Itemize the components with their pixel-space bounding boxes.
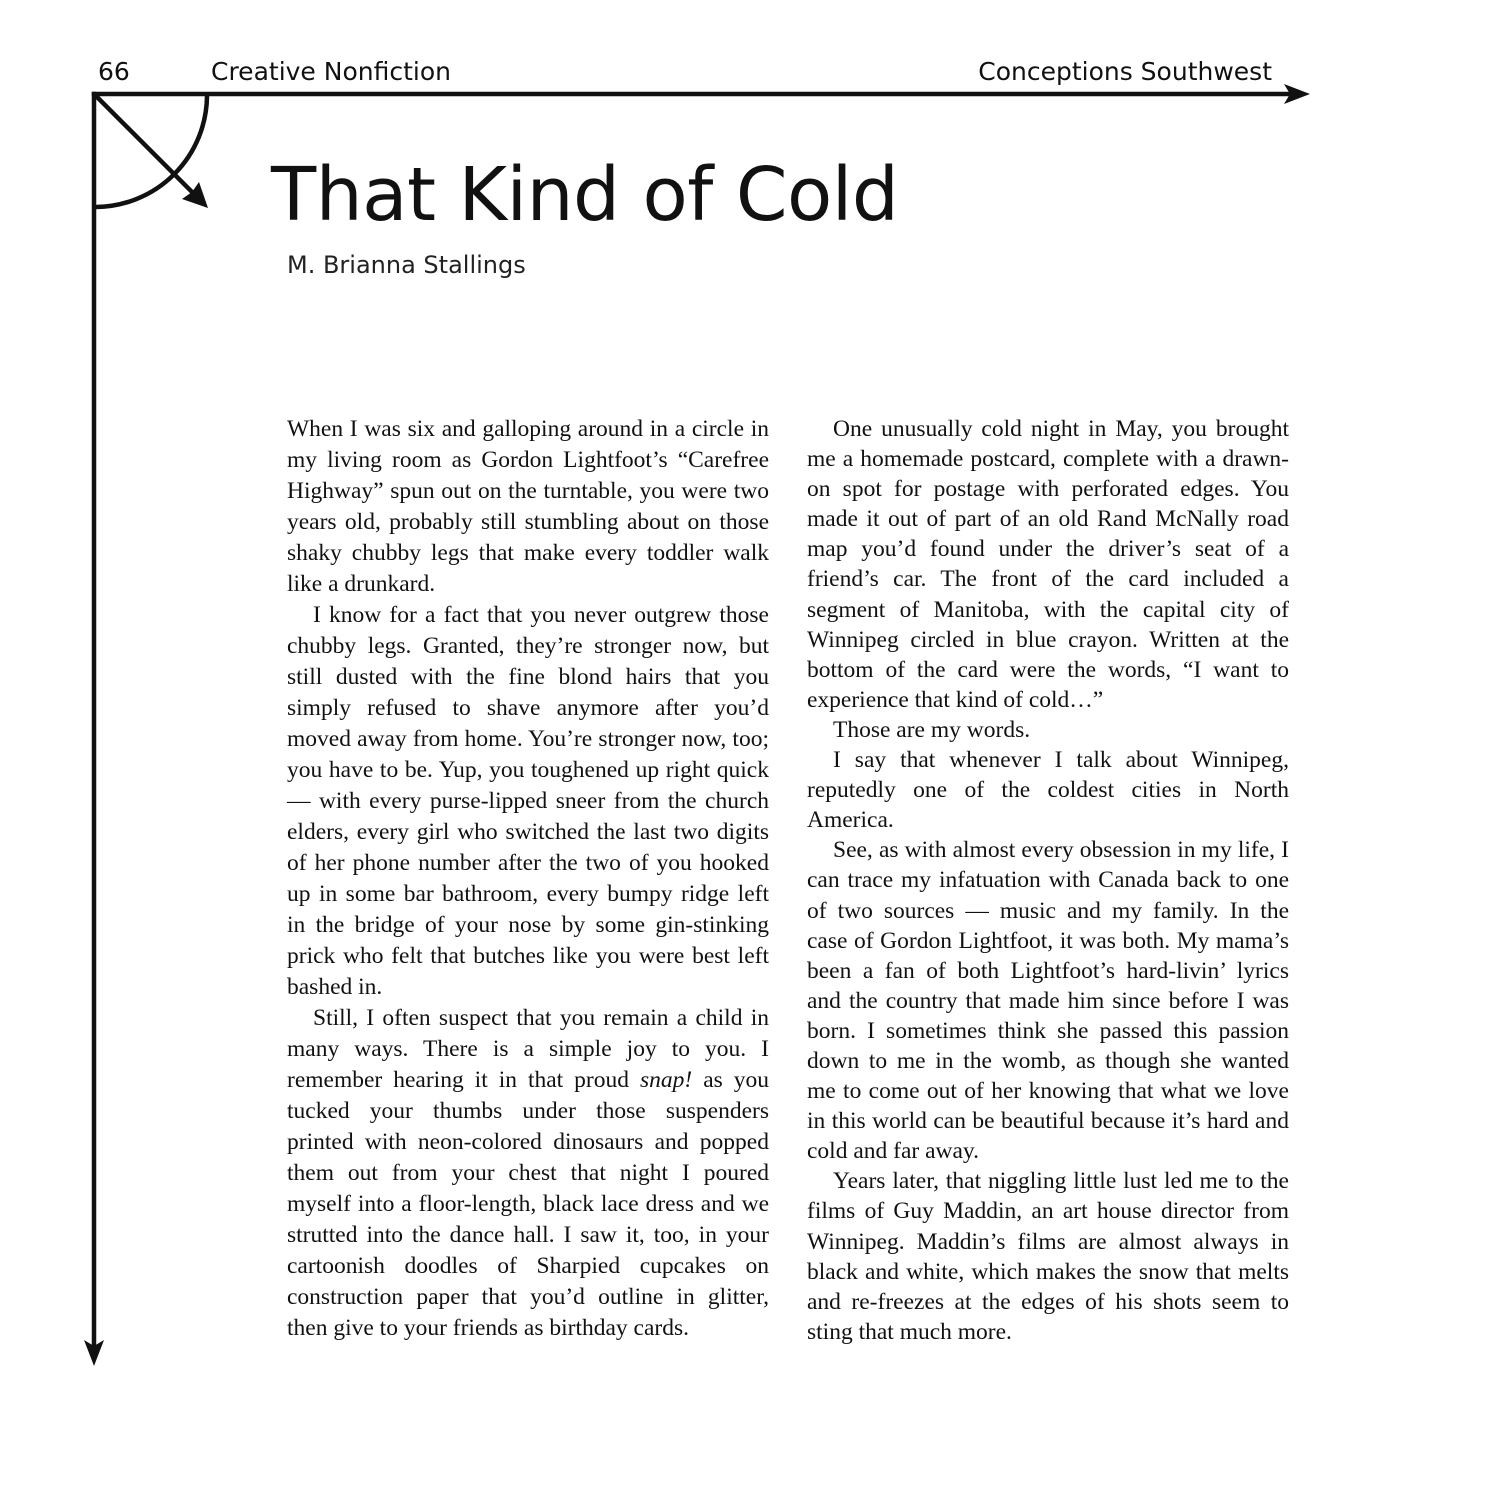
left-column	[287, 414, 769, 1344]
italic-text: snap!	[639, 1067, 693, 1093]
page-number: 66	[98, 57, 130, 86]
paragraph: I say that whenever I talk about Winnipeg, reputedly one of the coldest cities in North America.	[807, 747, 1289, 834]
paragraph: One unusually cold night in May, you brought me a homemade postcard, complete with a drawn-on spot for postage with perforated edges. You made it out of part of an old Rand McNally road map you’d found under the driver’s seat of a friend’s car. The front of the card included a segment of Manitoba, with the capital city of Winnipeg circled in blue crayon. Written at the bottom of the card were the words, “I want to experience that kind of cold…”	[807, 416, 1289, 713]
paragraph: See, as with almost every obsession in my life, I can trace my infatuation with Canada back to one of two sources — music and my family. In the case of Gordon Lightfoot, it was both. My mama’s been a fan of both Lightfoot’s hard-livin’ lyrics and the country that made him since before I was born. I sometimes think she passed this passion down to me in the womb, as though she wanted me to come out of her knowing that what we love in this world can be beautiful because it’s hard and cold and far away.	[807, 837, 1289, 1165]
right-column	[807, 414, 1289, 1347]
section-label: Creative Nonfiction	[211, 57, 451, 86]
paragraph-text: Still, I often suspect that you remain a child in many ways. There is a simple joy to you. I remember hearing it in that proud	[287, 1005, 769, 1093]
article-author: M. Brianna Stallings	[287, 251, 526, 279]
article-title: That Kind of Cold	[271, 152, 899, 238]
corner-diagonal	[96, 96, 200, 200]
paragraph: When I was six and galloping around in a circle in my living room as Gordon Lightfoot’s “Carefree Highway” spun out on the turntable, you were two years old, probably still stumbling about on those shaky chubby legs that make every toddler walk like a drunkard.	[287, 416, 769, 597]
paragraph	[287, 1003, 769, 1344]
paragraph-text: as you tucked your thumbs under those suspenders printed with neon-colored dinosaurs and popped them out from your chest that night I poured myself into a floor-length, black lace dress and we strutted into the dance hall. I saw it, too, in your cartoonish doodles of Sharpied cupcakes on construction paper that you’d outline in glitter, then give to your friends as birthday cards.	[287, 1067, 769, 1341]
paragraph: Those are my words.	[833, 716, 1031, 743]
journal-name: Conceptions Southwest	[978, 57, 1272, 86]
paragraph: Years later, that niggling little lust led me to the films of Guy Maddin, an art house director from Winnipeg. Maddin’s films are almost always in black and white, which makes the snow that melts and re-freezes at the edges of his shots seem to sting that much more.	[807, 1168, 1289, 1345]
paragraph: I know for a fact that you never outgrew those chubby legs. Granted, they’re stronger now, but still dusted with the fine blond hairs that you simply refused to shave anymore after you’d moved away from home. You’re stronger now, too; you have to be. Yup, you toughened up right quick — with every purse-lipped sneer from the church elders, every girl who switched the last two digits of her phone number after the two of you hooked up in some bar bathroom, every bumpy ridge left in the bridge of your nose by some gin-stinking prick who felt that butches like you were best left bashed in.	[287, 602, 769, 1000]
